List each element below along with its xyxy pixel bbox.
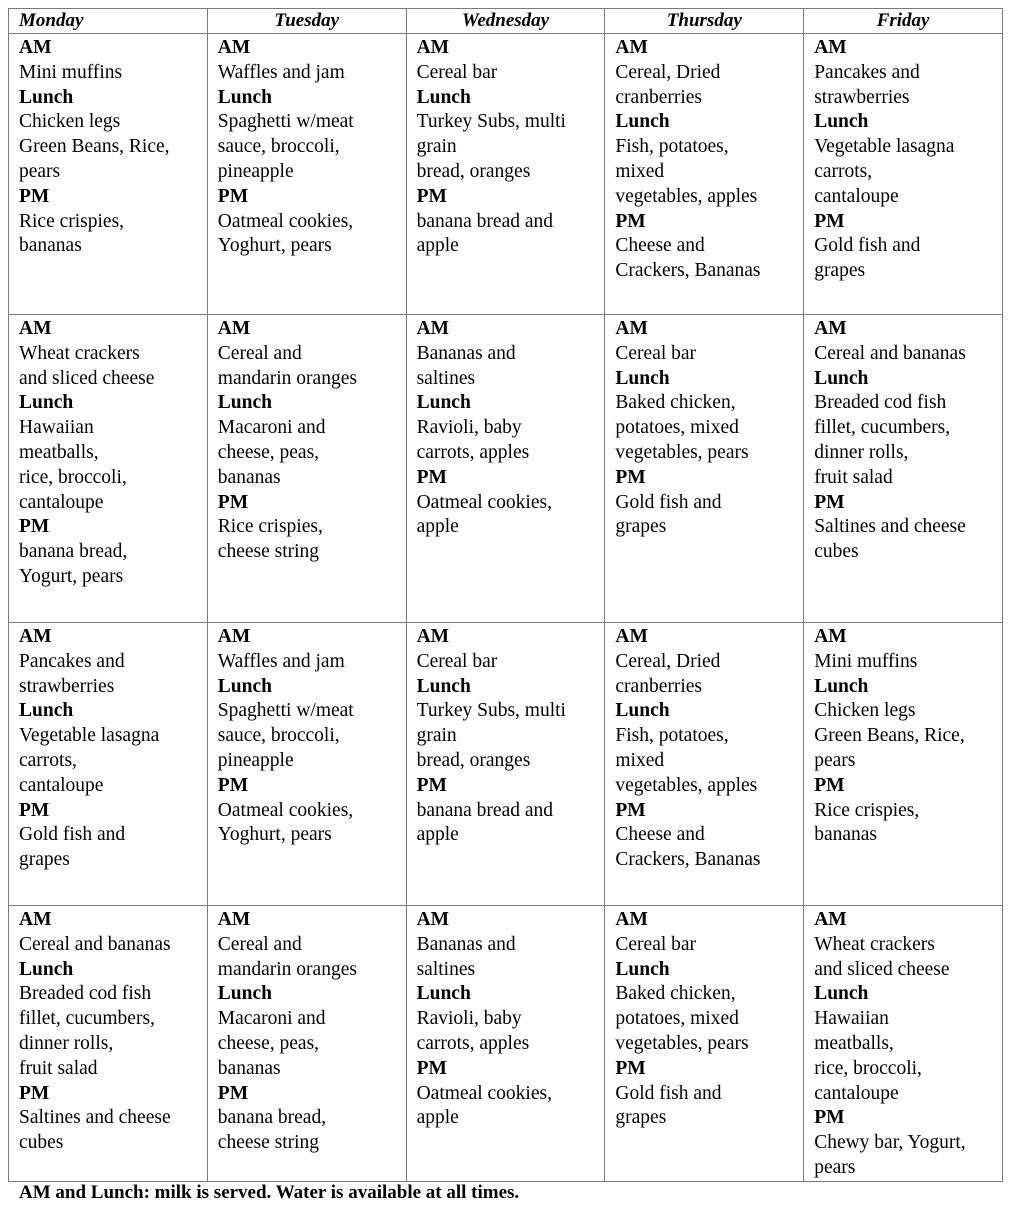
pm-items: Oatmeal cookies, Yoghurt, pears [217,799,354,846]
lunch-items: Fish, potatoes, mixed vegetables, apples [615,136,758,207]
am-label: AM [814,626,847,647]
pm-label: PM [615,799,646,821]
am-label: AM [416,909,450,930]
pm-items: Saltines and cheese cubes [19,1107,171,1154]
lunch-items: Breaded cod fish fillet, cucumbers, dinner rolls, fruit salad [19,983,155,1079]
lunch-items: Chicken legs Green Beans, Rice, pears [19,111,170,182]
footer-note: AM and Lunch: milk is served. Water is available at all times. [19,1182,520,1203]
header-tuesday: Tuesday [207,9,406,34]
lunch-label: Lunch [217,983,272,1005]
lunch-items: Macaroni and cheese, peas, bananas [217,1008,326,1079]
am-label: AM [814,37,847,58]
pm-label: PM [615,1057,646,1079]
menu-cell-week3-wednesday [406,623,605,906]
menu-cell-week3-friday [804,623,1003,906]
lunch-label: Lunch [217,675,272,697]
menu-cell-week3-monday [9,623,208,906]
am-label: AM [615,37,648,58]
week-row-2 [9,315,1003,623]
lunch-items: Breaded cod fish fillet, cucumbers, dinner rolls, fruit salad [814,392,951,488]
lunch-label: Lunch [416,983,471,1005]
am-label: AM [615,318,648,339]
lunch-items: Turkey Subs, multi grain bread, oranges [416,111,566,182]
lunch-items: Baked chicken, potatoes, mixed vegetables, pears [615,392,749,463]
pm-label: PM [217,774,249,796]
pm-label: PM [814,774,845,796]
week-row-3 [9,623,1003,906]
lunch-items: Spaghetti w/meat sauce, broccoli, pineapple [217,111,354,182]
pm-items: Chewy bar, Yogurt, pears [814,1132,966,1178]
lunch-items: Macaroni and cheese, peas, bananas [217,417,326,488]
lunch-label: Lunch [615,367,670,389]
header-friday: Friday [804,9,1003,34]
pm-items: Saltines and cheese cubes [814,516,966,563]
pm-label: PM [19,799,50,821]
am-label: AM [615,626,648,647]
pm-label: PM [217,1082,249,1104]
pm-items: banana bread, Yogurt, pears [19,541,128,587]
am-items: Cereal bar [416,650,498,672]
lunch-label: Lunch [19,392,74,414]
am-label: AM [19,318,52,339]
lunch-items: Baked chicken, potatoes, mixed vegetables, pears [615,983,749,1054]
lunch-label: Lunch [416,392,471,414]
week-row-1 [9,34,1003,315]
lunch-label: Lunch [814,675,869,697]
header-thursday: Thursday [605,9,804,34]
menu-cell-week3-tuesday [207,623,406,906]
lunch-label: Lunch [217,392,272,414]
am-items: Bananas and saltines [416,342,516,389]
pm-items: banana bread and apple [416,799,554,846]
am-label: AM [217,909,251,930]
lunch-items: Fish, potatoes, mixed vegetables, apples [615,725,758,796]
am-items: Cereal bar [416,61,498,83]
menu-cell-week2-monday [9,315,208,623]
am-label: AM [217,37,251,58]
am-label: AM [814,909,847,930]
am-items: Cereal and mandarin oranges [217,933,357,980]
am-items: Mini muffins [19,61,123,83]
lunch-label: Lunch [814,111,869,133]
am-items: Cereal, Dried cranberries [615,650,721,697]
pm-label: PM [615,210,646,232]
menu-cell-week2-wednesday [406,315,605,623]
menu-cell-week4-tuesday [207,906,406,1182]
menu-cell-week2-thursday [605,315,804,623]
am-items: Wheat crackers and sliced cheese [814,933,950,980]
pm-items: Rice crispies, bananas [19,210,125,257]
menu-body [9,34,1003,1182]
am-label: AM [217,626,251,647]
menu-cell-week2-tuesday [207,315,406,623]
pm-label: PM [19,185,50,207]
lunch-items: Chicken legs Green Beans, Rice, pears [814,700,965,771]
pm-items: Cheese and Crackers, Bananas [615,235,761,282]
am-items: Waffles and jam [217,61,345,83]
menu-cell-week3-thursday [605,623,804,906]
lunch-label: Lunch [19,86,74,108]
menu-cell-week2-friday [804,315,1003,623]
am-items: Cereal and bananas [814,342,966,364]
menu-cell-week1-friday [804,34,1003,315]
pm-label: PM [615,466,646,488]
am-label: AM [416,318,450,339]
am-items: Waffles and jam [217,650,345,672]
lunch-items: Hawaiian meatballs, rice, broccoli, cantaloupe [814,1008,922,1104]
am-label: AM [217,318,251,339]
lunch-label: Lunch [615,958,670,980]
menu-cell-week4-monday [9,906,208,1182]
pm-label: PM [416,185,447,207]
week-row-4 [9,906,1003,1182]
am-label: AM [19,626,52,647]
lunch-label: Lunch [19,958,74,980]
lunch-label: Lunch [615,700,670,722]
pm-label: PM [814,491,845,513]
pm-items: banana bread, cheese string [217,1107,327,1154]
pm-items: Cheese and Crackers, Bananas [615,824,761,871]
menu-cell-week1-wednesday [406,34,605,315]
menu-cell-week4-thursday [605,906,804,1182]
pm-label: PM [416,466,447,488]
pm-items: banana bread and apple [416,210,554,257]
lunch-label: Lunch [19,700,74,722]
lunch-items: Turkey Subs, multi grain bread, oranges [416,700,566,771]
pm-label: PM [217,491,249,513]
pm-items: Gold fish and grapes [814,235,921,282]
menu-cell-week1-monday [9,34,208,315]
header-wednesday: Wednesday [406,9,605,34]
lunch-label: Lunch [615,111,670,133]
am-items: Bananas and saltines [416,933,516,980]
lunch-items: Ravioli, baby carrots, apples [416,417,530,463]
am-label: AM [416,626,450,647]
lunch-items: Vegetable lasagna carrots, cantaloupe [19,725,160,796]
am-items: Cereal and mandarin oranges [217,342,357,389]
pm-label: PM [217,185,249,207]
am-label: AM [814,318,847,339]
header-monday: Monday [9,9,208,34]
weekly-menu-table [8,8,1003,1182]
am-items: Cereal bar [615,342,697,364]
day-header-row [9,9,1003,34]
am-items: Cereal bar [615,933,697,955]
lunch-label: Lunch [814,367,869,389]
pm-items: Oatmeal cookies, Yoghurt, pears [217,210,354,257]
am-items: Pancakes and strawberries [19,650,125,697]
lunch-items: Spaghetti w/meat sauce, broccoli, pineapple [217,700,354,771]
lunch-label: Lunch [217,86,272,108]
menu-cell-week1-tuesday [207,34,406,315]
am-label: AM [615,909,648,930]
lunch-label: Lunch [814,983,869,1005]
menu-cell-week4-wednesday [406,906,605,1182]
lunch-items: Hawaiian meatballs, rice, broccoli, cantaloupe [19,417,127,513]
lunch-items: Ravioli, baby carrots, apples [416,1008,530,1054]
pm-label: PM [416,1057,447,1079]
am-label: AM [19,909,52,930]
pm-label: PM [814,210,845,232]
pm-items: Oatmeal cookies, apple [416,1082,552,1129]
am-items: Wheat crackers and sliced cheese [19,342,155,389]
pm-items: Oatmeal cookies, apple [416,491,552,538]
am-items: Pancakes and strawberries [814,61,920,108]
am-items: Mini muffins [814,650,918,672]
pm-label: PM [19,1082,50,1104]
pm-items: Gold fish and grapes [19,824,126,871]
pm-items: Rice crispies, cheese string [217,516,323,563]
lunch-label: Lunch [416,675,471,697]
am-label: AM [19,37,52,58]
pm-label: PM [19,516,50,538]
pm-label: PM [814,1107,845,1129]
menu-cell-week1-thursday [605,34,804,315]
pm-items: Gold fish and grapes [615,1082,722,1129]
am-items: Cereal, Dried cranberries [615,61,721,108]
pm-label: PM [416,774,447,796]
lunch-label: Lunch [416,86,471,108]
am-items: Cereal and bananas [19,933,171,955]
pm-items: Rice crispies, bananas [814,799,920,846]
pm-items: Gold fish and grapes [615,491,722,538]
menu-cell-week4-friday [804,906,1003,1182]
am-label: AM [416,37,450,58]
lunch-items: Vegetable lasagna carrots, cantaloupe [814,136,955,207]
